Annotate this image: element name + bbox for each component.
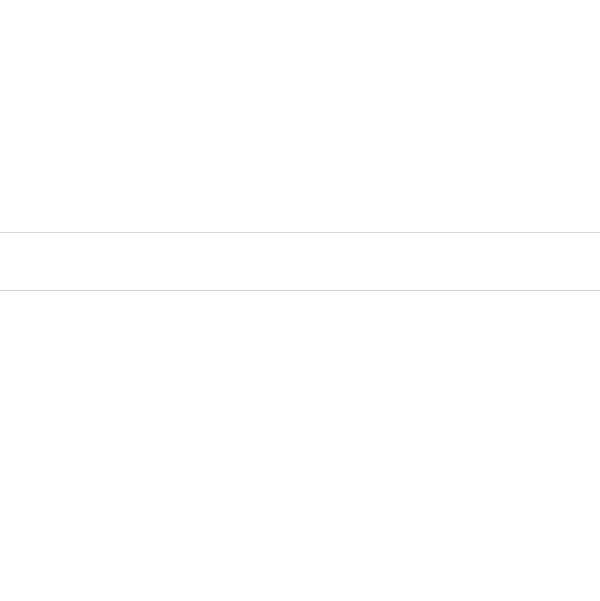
producer-line [0, 232, 600, 278]
bottom-label-panel [0, 290, 600, 601]
top-label-panel [0, 0, 600, 233]
